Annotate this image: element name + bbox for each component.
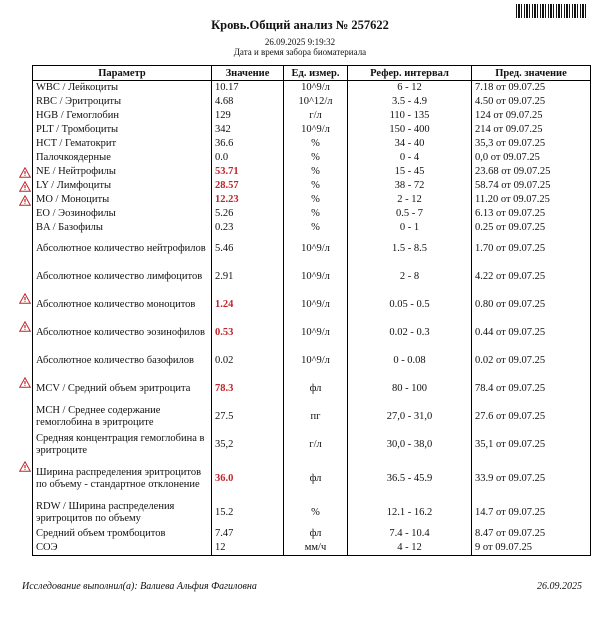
unit-cell: %	[284, 165, 348, 179]
table-row	[33, 319, 591, 347]
ref-cell: 0.02 - 0.3	[348, 319, 472, 347]
ref-cell: 150 - 400	[348, 123, 472, 137]
value-cell: 36.0	[212, 459, 284, 499]
unit-cell: фл	[284, 459, 348, 499]
unit-cell: мм/ч	[284, 541, 348, 556]
table-row	[33, 541, 591, 556]
table-row	[33, 193, 591, 207]
unit-cell: %	[284, 137, 348, 151]
param-cell: MO / Моноциты	[33, 193, 212, 207]
table-row	[33, 207, 591, 221]
value-cell: 35,2	[212, 431, 284, 459]
param-cell: Абсолютное количество базофилов	[33, 347, 212, 375]
table-row	[33, 123, 591, 137]
table-row	[33, 403, 591, 431]
param-cell: BA / Базофилы	[33, 221, 212, 235]
table-row	[33, 263, 591, 291]
param-cell: MCV / Средний объем эритроцита	[33, 375, 212, 403]
prev-cell: 124 от 09.07.25	[472, 109, 591, 123]
value-cell: 36.6	[212, 137, 284, 151]
report-title: Кровь.Общий анализ № 257622	[211, 18, 389, 32]
table-row	[33, 499, 591, 527]
prev-cell: 0,0 от 09.07.25	[472, 151, 591, 165]
warning-icon	[19, 321, 31, 332]
unit-cell: %	[284, 499, 348, 527]
table-row	[33, 179, 591, 193]
prev-cell: 11.20 от 09.07.25	[472, 193, 591, 207]
table-row	[33, 291, 591, 319]
ref-cell: 6 - 12	[348, 81, 472, 96]
unit-cell: пг	[284, 403, 348, 431]
table-row	[33, 137, 591, 151]
warning-icon	[19, 377, 31, 388]
col-header-param: Параметр	[33, 66, 212, 81]
unit-cell: фл	[284, 375, 348, 403]
warning-icon	[19, 461, 31, 472]
table-row	[33, 95, 591, 109]
param-cell: Абсолютное количество нейтрофилов	[33, 235, 212, 263]
unit-cell: 10^12/л	[284, 95, 348, 109]
param-cell: СОЭ	[33, 541, 212, 556]
prev-cell: 1.70 от 09.07.25	[472, 235, 591, 263]
value-cell: 0.02	[212, 347, 284, 375]
warning-icon	[19, 195, 31, 206]
unit-cell: г/л	[284, 109, 348, 123]
prev-cell: 8.47 от 09.07.25	[472, 527, 591, 541]
barcode	[516, 4, 586, 18]
param-cell: Средний объем тромбоцитов	[33, 527, 212, 541]
value-cell: 5.26	[212, 207, 284, 221]
prev-cell: 0.25 от 09.07.25	[472, 221, 591, 235]
value-cell: 12	[212, 541, 284, 556]
value-cell: 0.0	[212, 151, 284, 165]
prev-cell: 7.18 от 09.07.25	[472, 81, 591, 96]
prev-cell: 78.4 от 09.07.25	[472, 375, 591, 403]
prev-cell: 0.80 от 09.07.25	[472, 291, 591, 319]
ref-cell: 7.4 - 10.4	[348, 527, 472, 541]
param-cell: Абсолютное количество моноцитов	[33, 291, 212, 319]
ref-cell: 0 - 4	[348, 151, 472, 165]
collection-datetime: 26.09.2025 9:19:32	[264, 37, 336, 47]
warning-icon	[19, 167, 31, 178]
prev-cell: 14.7 от 09.07.25	[472, 499, 591, 527]
param-cell: HGB / Гемоглобин	[33, 109, 212, 123]
value-cell: 0.53	[212, 319, 284, 347]
ref-cell: 34 - 40	[348, 137, 472, 151]
ref-cell: 15 - 45	[348, 165, 472, 179]
param-cell: RDW / Ширина распределения эритроцитов по объему	[33, 499, 212, 527]
ref-cell: 0 - 0.08	[348, 347, 472, 375]
param-cell: Абсолютное количество эозинофилов	[33, 319, 212, 347]
ref-cell: 3.5 - 4.9	[348, 95, 472, 109]
prev-cell: 4.50 от 09.07.25	[472, 95, 591, 109]
ref-cell: 36.5 - 45.9	[348, 459, 472, 499]
unit-cell: %	[284, 207, 348, 221]
ref-cell: 2 - 12	[348, 193, 472, 207]
table-row	[33, 221, 591, 235]
prev-cell: 9 от 09.07.25	[472, 541, 591, 556]
value-cell: 1.24	[212, 291, 284, 319]
value-cell: 342	[212, 123, 284, 137]
prev-cell: 23.68 от 09.07.25	[472, 165, 591, 179]
unit-cell: г/л	[284, 431, 348, 459]
prev-cell: 35,1 от 09.07.25	[472, 431, 591, 459]
value-cell: 7.47	[212, 527, 284, 541]
prev-cell: 0.44 от 09.07.25	[472, 319, 591, 347]
prev-cell: 6.13 от 09.07.25	[472, 207, 591, 221]
table-row	[33, 165, 591, 179]
value-cell: 15.2	[212, 499, 284, 527]
unit-cell: 10^9/л	[284, 123, 348, 137]
value-cell: 2.91	[212, 263, 284, 291]
unit-cell: 10^9/л	[284, 291, 348, 319]
ref-cell: 2 - 8	[348, 263, 472, 291]
unit-cell: фл	[284, 527, 348, 541]
ref-cell: 30,0 - 38,0	[348, 431, 472, 459]
value-cell: 27.5	[212, 403, 284, 431]
ref-cell: 4 - 12	[348, 541, 472, 556]
unit-cell: 10^9/л	[284, 319, 348, 347]
unit-cell: %	[284, 193, 348, 207]
performed-by: Исследование выполнил(а): Валиева Альфия Фагиловна	[22, 581, 257, 592]
warning-icon	[19, 293, 31, 304]
ref-cell: 1.5 - 8.5	[348, 235, 472, 263]
prev-cell: 58.74 от 09.07.25	[472, 179, 591, 193]
param-cell: Палочкоядерные	[33, 151, 212, 165]
table-row	[33, 81, 591, 96]
ref-cell: 0 - 1	[348, 221, 472, 235]
prev-cell: 33.9 от 09.07.25	[472, 459, 591, 499]
unit-cell: %	[284, 151, 348, 165]
table-row	[33, 347, 591, 375]
value-cell: 53.71	[212, 165, 284, 179]
table-row	[33, 375, 591, 403]
ref-cell: 110 - 135	[348, 109, 472, 123]
ref-cell: 38 - 72	[348, 179, 472, 193]
prev-cell: 4.22 от 09.07.25	[472, 263, 591, 291]
report-date: 26.09.2025	[537, 581, 582, 592]
prev-cell: 0.02 от 09.07.25	[472, 347, 591, 375]
collection-datetime-label: Дата и время забора биоматериала	[233, 47, 367, 57]
param-cell: HCT / Гематокрит	[33, 137, 212, 151]
param-cell: EO / Эозинофилы	[33, 207, 212, 221]
col-header-unit: Ед. измер.	[284, 66, 348, 81]
ref-cell: 0.05 - 0.5	[348, 291, 472, 319]
table-row	[33, 151, 591, 165]
value-cell: 12.23	[212, 193, 284, 207]
value-cell: 78.3	[212, 375, 284, 403]
ref-cell: 0.5 - 7	[348, 207, 472, 221]
value-cell: 129	[212, 109, 284, 123]
ref-cell: 12.1 - 16.2	[348, 499, 472, 527]
value-cell: 4.68	[212, 95, 284, 109]
unit-cell: %	[284, 179, 348, 193]
ref-cell: 80 - 100	[348, 375, 472, 403]
col-header-ref: Рефер. интервал	[348, 66, 472, 81]
unit-cell: 10^9/л	[284, 263, 348, 291]
prev-cell: 214 от 09.07.25	[472, 123, 591, 137]
param-cell: PLT / Тромбоциты	[33, 123, 212, 137]
unit-cell: 10^9/л	[284, 81, 348, 96]
warning-icon	[19, 181, 31, 192]
ref-cell: 27,0 - 31,0	[348, 403, 472, 431]
prev-cell: 27.6 от 09.07.25	[472, 403, 591, 431]
col-header-value: Значение	[212, 66, 284, 81]
table-row	[33, 235, 591, 263]
param-cell: NE / Нейтрофилы	[33, 165, 212, 179]
value-cell: 10.17	[212, 81, 284, 96]
prev-cell: 35,3 от 09.07.25	[472, 137, 591, 151]
table-row	[33, 109, 591, 123]
param-cell: Средняя концентрация гемоглобина в эритроците	[33, 431, 212, 459]
param-cell: MCH / Среднее содержание гемоглобина в эритроците	[33, 403, 212, 431]
unit-cell: 10^9/л	[284, 235, 348, 263]
param-cell: RBC / Эритроциты	[33, 95, 212, 109]
table-row	[33, 431, 591, 459]
table-header-row	[33, 66, 591, 81]
param-cell: WBC / Лейкоциты	[33, 81, 212, 96]
value-cell: 0.23	[212, 221, 284, 235]
results-table	[32, 65, 591, 556]
param-cell: LY / Лимфоциты	[33, 179, 212, 193]
param-cell: Ширина распределения эритроцитов по объему - стандартное отклонение	[33, 459, 212, 499]
unit-cell: 10^9/л	[284, 347, 348, 375]
table-row	[33, 527, 591, 541]
table-row	[33, 459, 591, 499]
value-cell: 28.57	[212, 179, 284, 193]
col-header-prev: Пред. значение	[472, 66, 591, 81]
value-cell: 5.46	[212, 235, 284, 263]
unit-cell: %	[284, 221, 348, 235]
param-cell: Абсолютное количество лимфоцитов	[33, 263, 212, 291]
